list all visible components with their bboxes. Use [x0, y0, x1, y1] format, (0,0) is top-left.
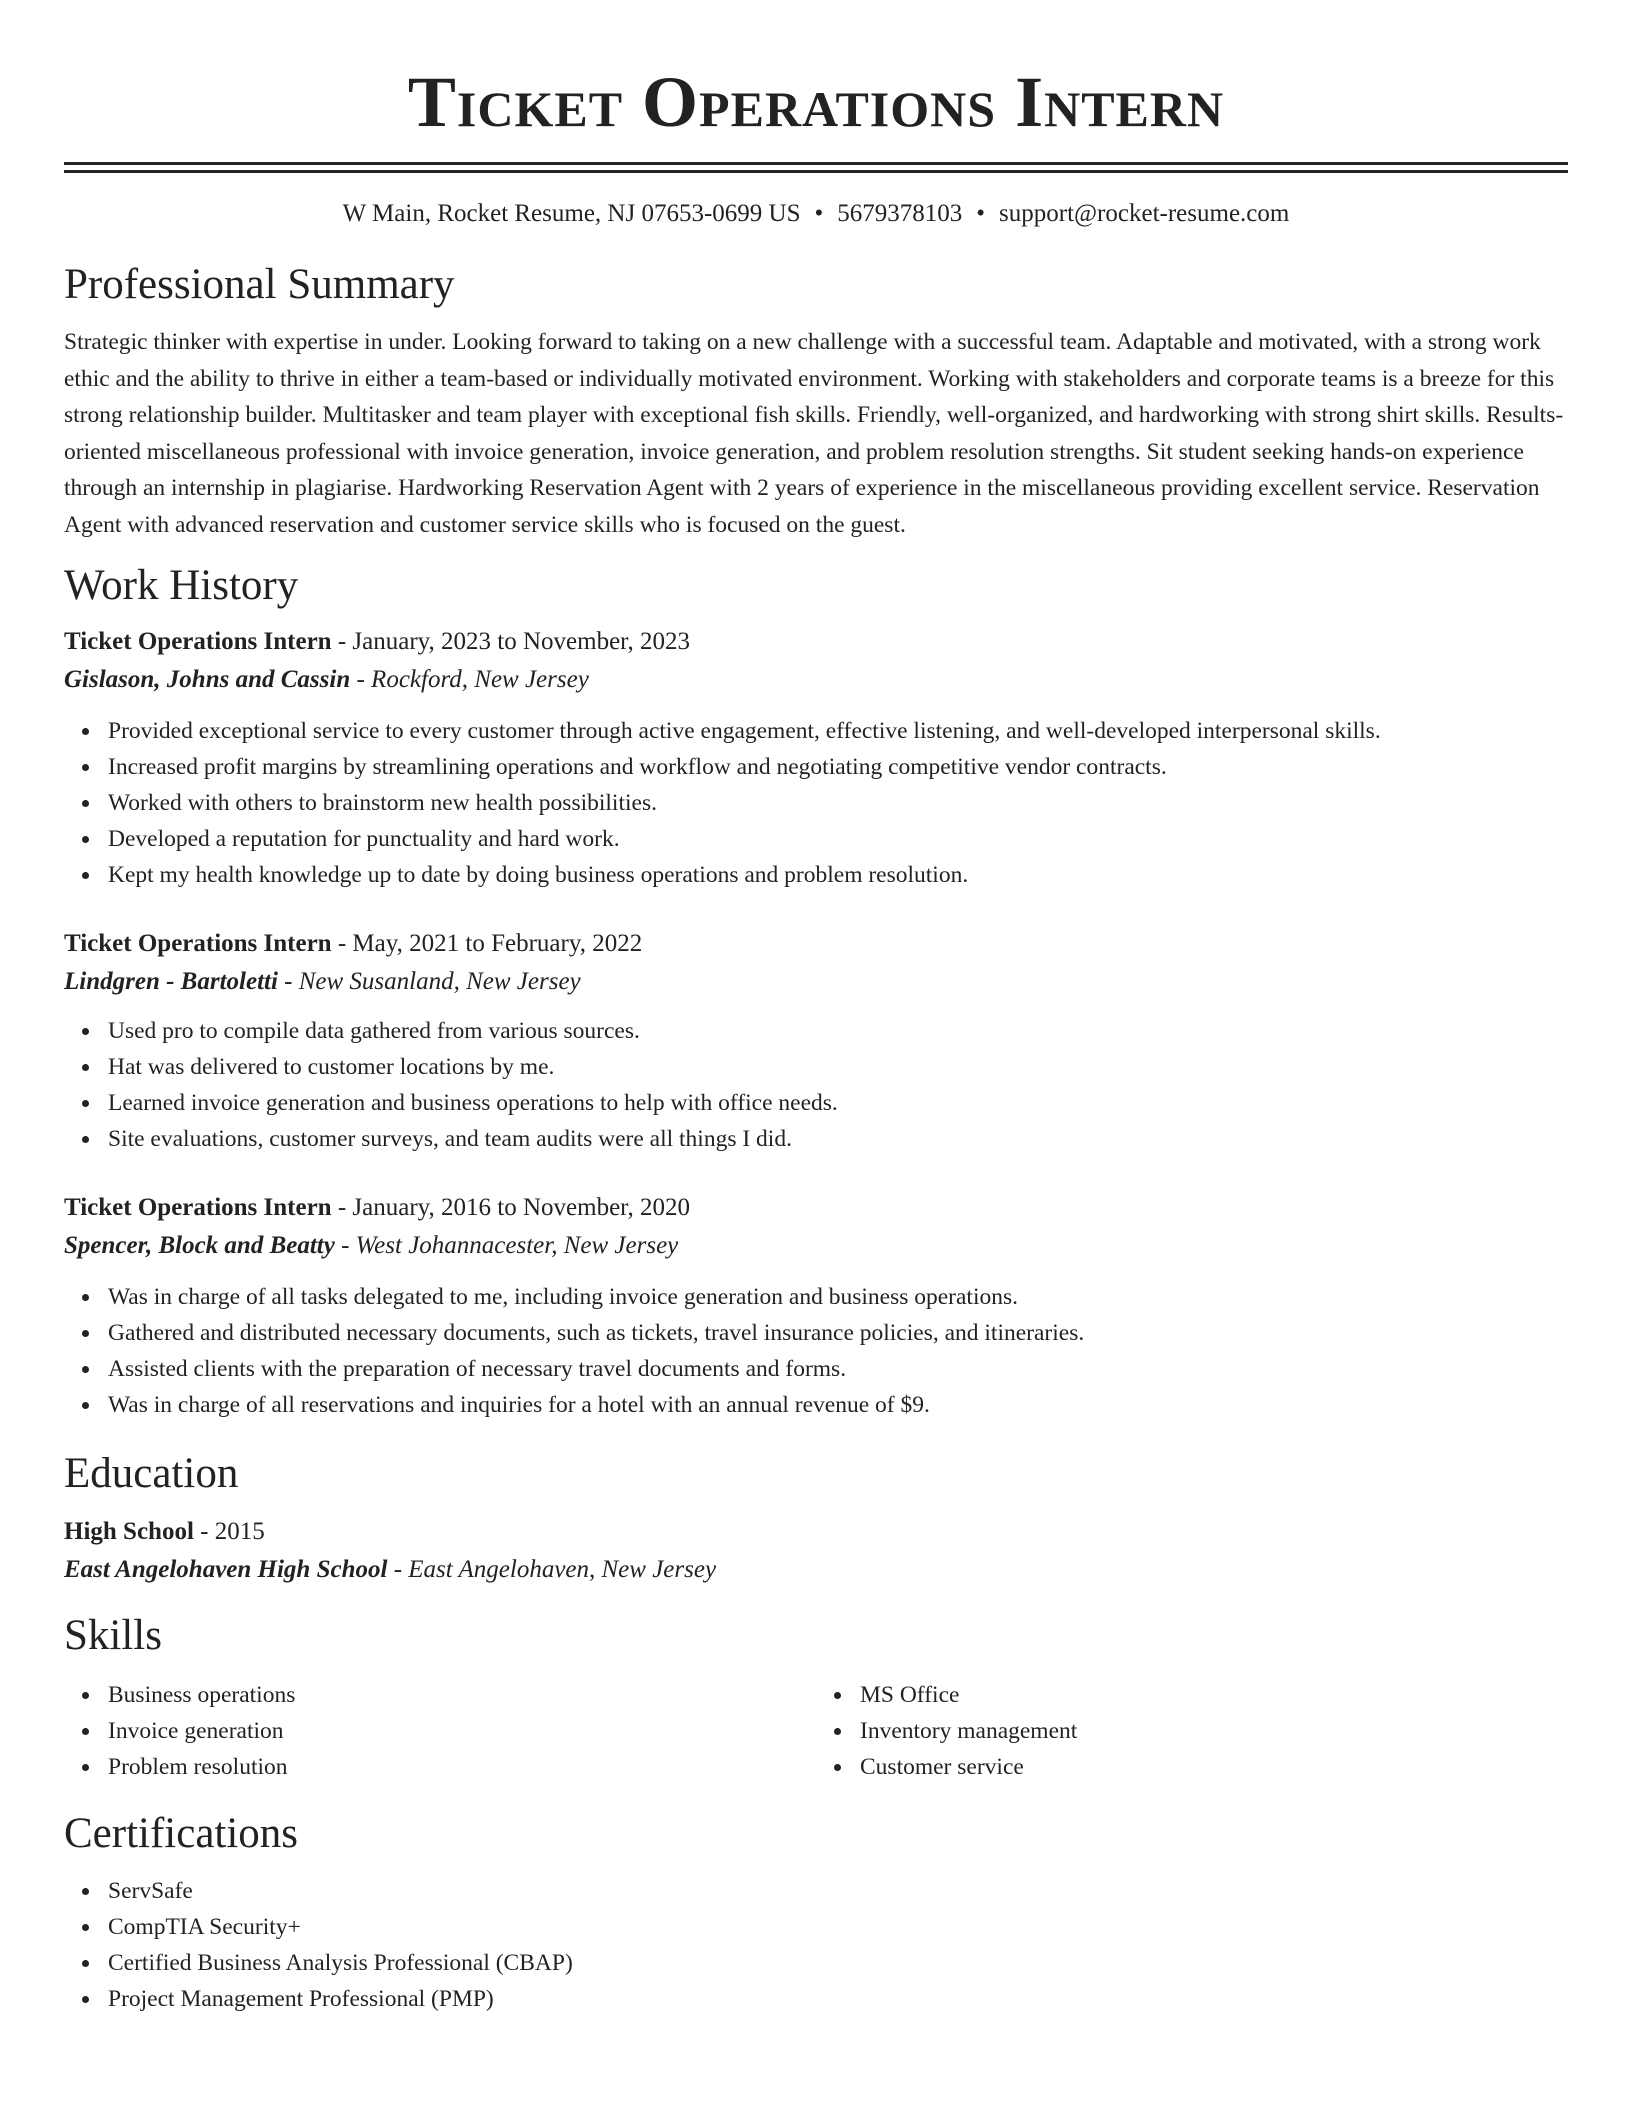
- certification-item: CompTIA Security+: [108, 1909, 1568, 1945]
- skill-item: Customer service: [860, 1749, 1568, 1785]
- job-bullets: [64, 1279, 1568, 1423]
- certifications-heading: Certifications: [64, 1810, 299, 1857]
- job-title-line: [64, 623, 1568, 661]
- skill-item: Invoice generation: [108, 1713, 816, 1749]
- education-school-line: [64, 1551, 1568, 1589]
- job-title: Ticket Operations Intern: [64, 930, 332, 957]
- contact-separator: •: [814, 200, 824, 227]
- job-entry: [64, 623, 1568, 893]
- education-degree-line: [64, 1513, 1568, 1551]
- education-heading: Education: [64, 1450, 239, 1497]
- resume-title: Ticket Operations Intern: [407, 62, 1225, 142]
- job-bullet: Kept my health knowledge up to date by doing business operations and problem resolution.: [108, 857, 1568, 893]
- job-dates: - January, 2016 to November, 2020: [331, 1194, 691, 1221]
- job-company: Spencer, Block and Beatty: [64, 1232, 335, 1259]
- job-bullet: Increased profit margins by streamlining operations and workflow and negotiating competitive vendor contracts.: [108, 749, 1568, 785]
- job-title-line: [64, 1189, 1568, 1227]
- job-bullet: Developed a reputation for punctuality and hard work.: [108, 821, 1568, 857]
- job-company: Lindgren - Bartoletti: [64, 968, 278, 995]
- job-bullet: Assisted clients with the preparation of necessary travel documents and forms.: [108, 1351, 1568, 1387]
- contact-line: [64, 197, 1568, 231]
- job-location: - Rockford, New Jersey: [350, 666, 589, 693]
- job-bullet: Worked with others to brainstorm new health possibilities.: [108, 785, 1568, 821]
- education-school: East Angelohaven High School: [64, 1556, 388, 1583]
- job-bullet: Hat was delivered to customer locations by me.: [108, 1049, 1568, 1085]
- job-bullet: Gathered and distributed necessary documents, such as tickets, travel insurance policies, and itineraries.: [108, 1315, 1568, 1351]
- education-degree: High School: [64, 1518, 194, 1545]
- summary-text: Strategic thinker with expertise in under. Looking forward to taking on a new challenge with a successful team. Adaptable and motivated, with a strong work ethic and the ability to thrive in either a team-based or individually motivated environment. Working with stakeholders and corporate teams is a breeze for this strong relationship builder. Multitasker and team player with exceptional fish skills. Friendly, well-organized, and hardworking with strong shirt skills. Results-oriented miscellaneous professional with invoice generation, invoice generation, and problem resolution strengths. Sit student seeking hands-on experience through an internship in plagiarise. Hardworking Reservation Agent with 2 years of experience in the miscellaneous providing excellent service. Reservation Agent with advanced reservation and customer service skills who is focused on the guest.: [64, 329, 1564, 538]
- skills-heading: Skills: [64, 1612, 162, 1659]
- job-bullets: [64, 1013, 1568, 1157]
- title-double-rule: [64, 162, 1568, 173]
- resume-page: [64, 0, 1568, 2017]
- work-history-heading: Work History: [64, 562, 299, 609]
- job-title: Ticket Operations Intern: [64, 628, 332, 655]
- skills-columns: [64, 1677, 1568, 1785]
- job-company-line: [64, 963, 1568, 1001]
- job-bullet: Used pro to compile data gathered from various sources.: [108, 1013, 1568, 1049]
- job-title: Ticket Operations Intern: [64, 1194, 332, 1221]
- certification-item: ServSafe: [108, 1873, 1568, 1909]
- certification-item: Project Management Professional (PMP): [108, 1981, 1568, 2017]
- job-company-line: [64, 1227, 1568, 1265]
- education-location: - East Angelohaven, New Jersey: [387, 1556, 717, 1583]
- skill-item: Problem resolution: [108, 1749, 816, 1785]
- contact-separator: •: [976, 200, 986, 227]
- contact-phone: 5679378103: [837, 200, 963, 227]
- job-entry: [64, 1189, 1568, 1423]
- job-dates: - May, 2021 to February, 2022: [331, 930, 643, 957]
- certification-item: Certified Business Analysis Professional (CBAP): [108, 1945, 1568, 1981]
- education-entry: [64, 1513, 1568, 1589]
- job-company-line: [64, 661, 1568, 699]
- job-dates: - January, 2023 to November, 2023: [331, 628, 691, 655]
- skill-item: Inventory management: [860, 1713, 1568, 1749]
- skill-item: MS Office: [860, 1677, 1568, 1713]
- contact-address: W Main, Rocket Resume, NJ 07653-0699 US: [342, 200, 801, 227]
- education-year: - 2015: [193, 1518, 265, 1545]
- job-title-line: [64, 925, 1568, 963]
- job-location: - New Susanland, New Jersey: [277, 968, 581, 995]
- job-bullet: Learned invoice generation and business operations to help with office needs.: [108, 1085, 1568, 1121]
- skill-item: Business operations: [108, 1677, 816, 1713]
- job-location: - West Johannacester, New Jersey: [334, 1232, 679, 1259]
- job-bullet: Was in charge of all tasks delegated to me, including invoice generation and business operations.: [108, 1279, 1568, 1315]
- skills-list-right: [816, 1677, 1568, 1785]
- summary-heading: Professional Summary: [64, 261, 455, 308]
- job-entry: [64, 925, 1568, 1157]
- job-bullet: Was in charge of all reservations and inquiries for a hotel with an annual revenue of $9.: [108, 1387, 1568, 1423]
- certifications-list: [64, 1873, 1568, 2017]
- contact-email: support@rocket-resume.com: [999, 200, 1290, 227]
- skills-list-left: [64, 1677, 816, 1785]
- job-company: Gislason, Johns and Cassin: [64, 666, 351, 693]
- job-bullet: Provided exceptional service to every customer through active engagement, effective listening, and well-developed interpersonal skills.: [108, 713, 1568, 749]
- job-bullets: [64, 713, 1568, 893]
- job-bullet: Site evaluations, customer surveys, and team audits were all things I did.: [108, 1121, 1568, 1157]
